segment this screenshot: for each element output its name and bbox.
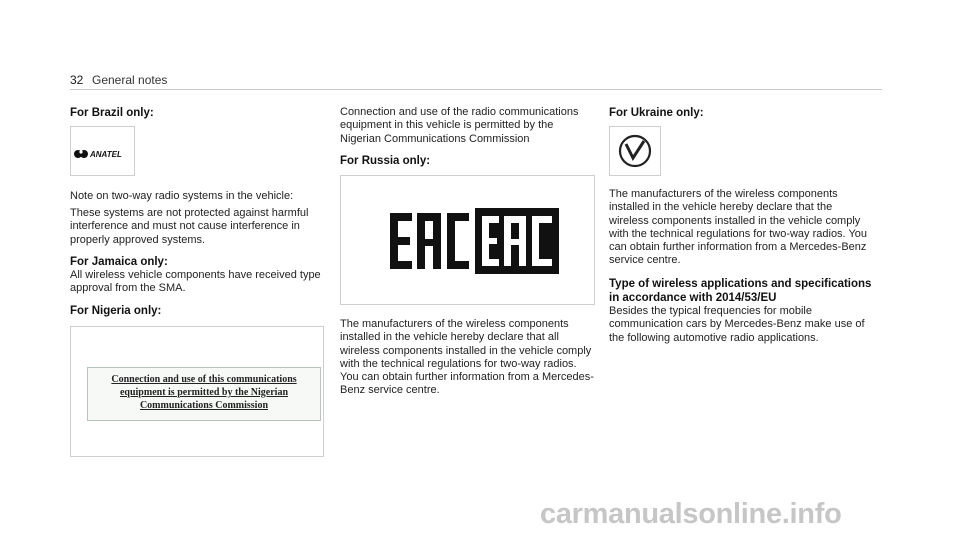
jamaica-body: All wireless vehicle components have received type approval from the SMA.	[70, 269, 321, 295]
specs-heading: Type of wireless applications and specifications in accordance with 2014/53/EU	[609, 278, 872, 304]
brazil-heading: For Brazil only:	[70, 107, 154, 119]
russia-heading: For Russia only:	[340, 155, 431, 167]
ukraine-heading: For Ukraine only:	[609, 107, 704, 119]
ukraine-mark-icon	[610, 127, 660, 175]
eac-logo	[340, 175, 595, 305]
nigeria-notice-line-1: Connection and use of this communications	[111, 374, 297, 385]
nigeria-notice-image	[70, 326, 324, 457]
page-number: 32	[70, 73, 84, 87]
nigeria-body: Connection and use of the radio communications equipment in this vehicle is permitted by the Nigerian Communications Commission	[340, 106, 579, 145]
russia-body: The manufacturers of the wireless components installed in the vehicle hereby declare that all wireless components installed in the vehicle comply with the technical regulations for two-way radios. You can obtain further information from a Mercedes-Benz service centre.	[340, 318, 594, 397]
radio-note-body: These systems are not protected against harmful interference and must not cause interference in properly approved systems.	[70, 207, 309, 246]
jamaica-heading: For Jamaica only:	[70, 256, 168, 268]
nigeria-notice-label	[87, 367, 321, 421]
anatel-logo	[70, 126, 135, 176]
anatel-logo-text: ANATEL	[90, 150, 122, 159]
nigeria-notice-line-2: equipment is permitted by the Nigerian	[119, 387, 289, 398]
site-watermark: carmanualsonline.info	[540, 498, 842, 530]
nigeria-heading: For Nigeria only:	[70, 305, 162, 317]
anatel-icon	[71, 127, 134, 175]
eac-icon	[341, 176, 594, 304]
nigeria-notice-line-3: Communications Commission	[139, 400, 269, 411]
page-header	[70, 73, 882, 91]
page-title: General notes	[92, 73, 168, 87]
header-divider	[70, 89, 882, 90]
specs-body: Besides the typical frequencies for mobile communication cars by Mercedes-Benz make use of the following automotive radio applications.	[609, 305, 865, 344]
ukraine-body: The manufacturers of the wireless components installed in the vehicle hereby declare that the wireless components installed in the vehicle comply with the technical regulations for two-way radios. You can obtain further information from a Mercedes-Benz service centre.	[609, 188, 868, 267]
radio-note-heading: Note on two-way radio systems in the vehicle:	[70, 190, 294, 202]
ukraine-conformity-logo	[609, 126, 661, 176]
